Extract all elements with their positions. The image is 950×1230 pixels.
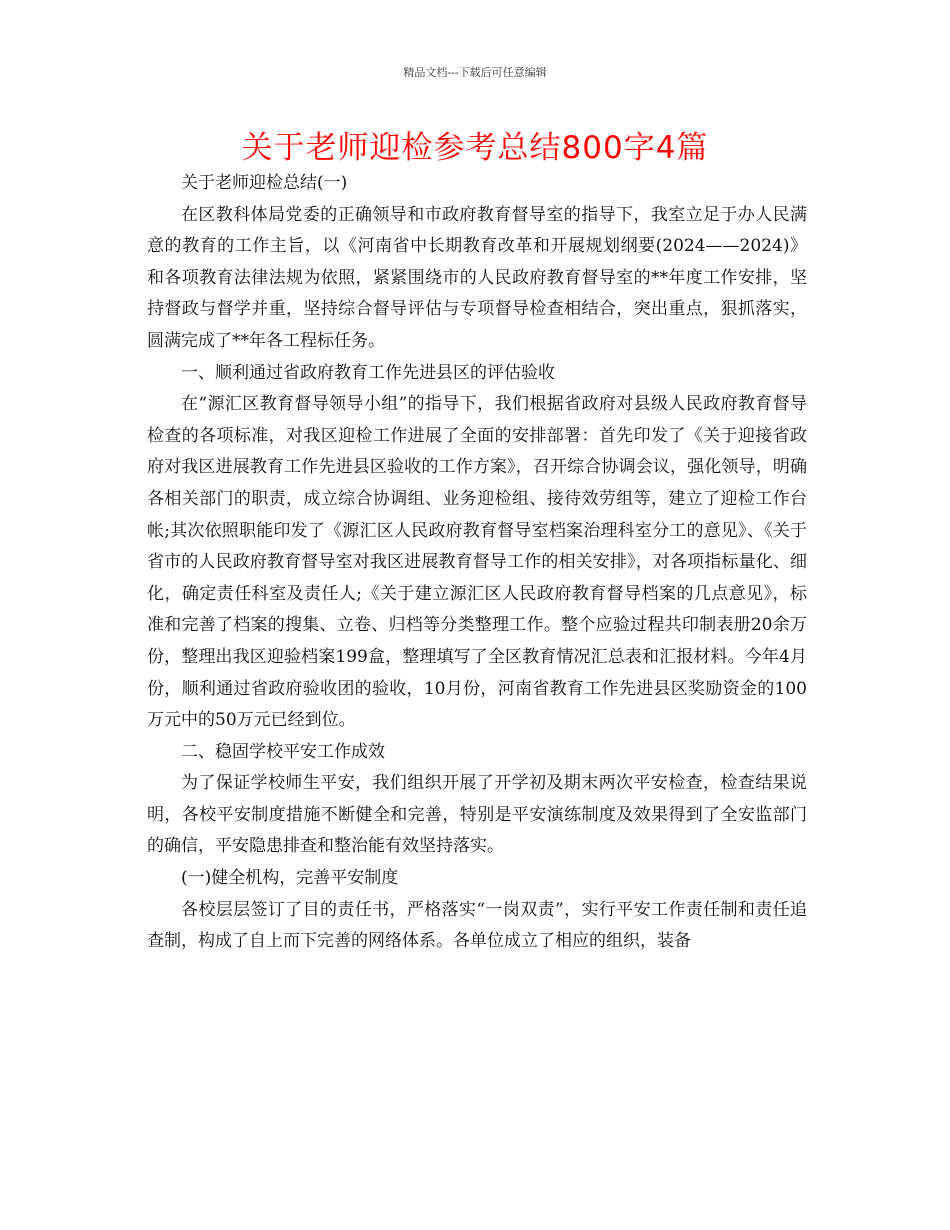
header-note: 精品文档---下载后可任意编辑 bbox=[403, 66, 547, 79]
paragraph: (一)健全机构，完善平安制度 bbox=[181, 868, 399, 889]
paragraph: 一、顺利通过省政府教育工作先进县区的评估验收 bbox=[181, 362, 555, 383]
paragraph: 各校层层签订了目的责任书，严格落实“一岗双责”，实行平安工作责任制和责任追查制，构成了自上而下完善的网络体系。各单位成立了相应的组织，装备 bbox=[147, 899, 807, 952]
paragraph: 为了保证学校师生平安，我们组织开展了开学初及期末两次平安检查，检查结果说明，各校平安制度措施不断健全和完善，特别是平安演练制度及效果得到了全安监部门的确信，平安隐患排查和整治能有效坚持落实。 bbox=[147, 773, 807, 857]
paragraph: 在“源汇区教育督导领导小组”的指导下，我们根据省政府对县级人民政府教育督导检查的各项标准，对我区迎检工作进展了全面的安排部署：首先印发了《关于迎接省政府对我区进展教育工作先进县区验收的工作方案》，召开综合协调会议，强化领导，明确各相关部门的职责，成立综合协调组、业务迎检组、接待效劳组等，建立了迎检工作台帐;其次依照职能印发了《源汇区人民政府教育督导室档案治理科室分工的意见》、《关于省市的人民政府教育督导室对我区进展教育督导工作的相关安排》，对各项指标量化、细化，确定责任科室及责任人;《关于建立源汇区人民政府教育督导档案的几点意见》，标准和完善了档案的搜集、立卷、归档等分类整理工作。整个应验过程共印制表册20余万份，整理出我区迎验档案199盒，整理填写了全区教育情况汇总表和汇报材料。今年4月份，顺利通过省政府验收团的验收，10月份，河南省教育工作先进县区奖励资金的100万元中的50万元已经到位。 bbox=[147, 394, 807, 731]
paragraph: 关于老师迎检总结(一) bbox=[181, 173, 348, 193]
document-title: 关于老师迎检参考总结800字4篇 bbox=[241, 130, 709, 166]
paragraph: 在区教科体局党委的正确领导和市政府教育督导室的指导下，我室立足于办人民满意的教育的工作主旨，以《河南省中长期教育改革和开展规划纲要(2024——2024)》和各项教育法律法规为依照，紧紧围绕市的人民政府教育督导室的**年度工作安排，坚持督政与督学并重，坚持综合督导评估与专项督导检查相结合，突出重点，狠抓落实，圆满完成了**年各工程标任务。 bbox=[147, 204, 807, 351]
document-body bbox=[147, 168, 807, 958]
paragraph: 二、稳固学校平安工作成效 bbox=[181, 741, 385, 762]
